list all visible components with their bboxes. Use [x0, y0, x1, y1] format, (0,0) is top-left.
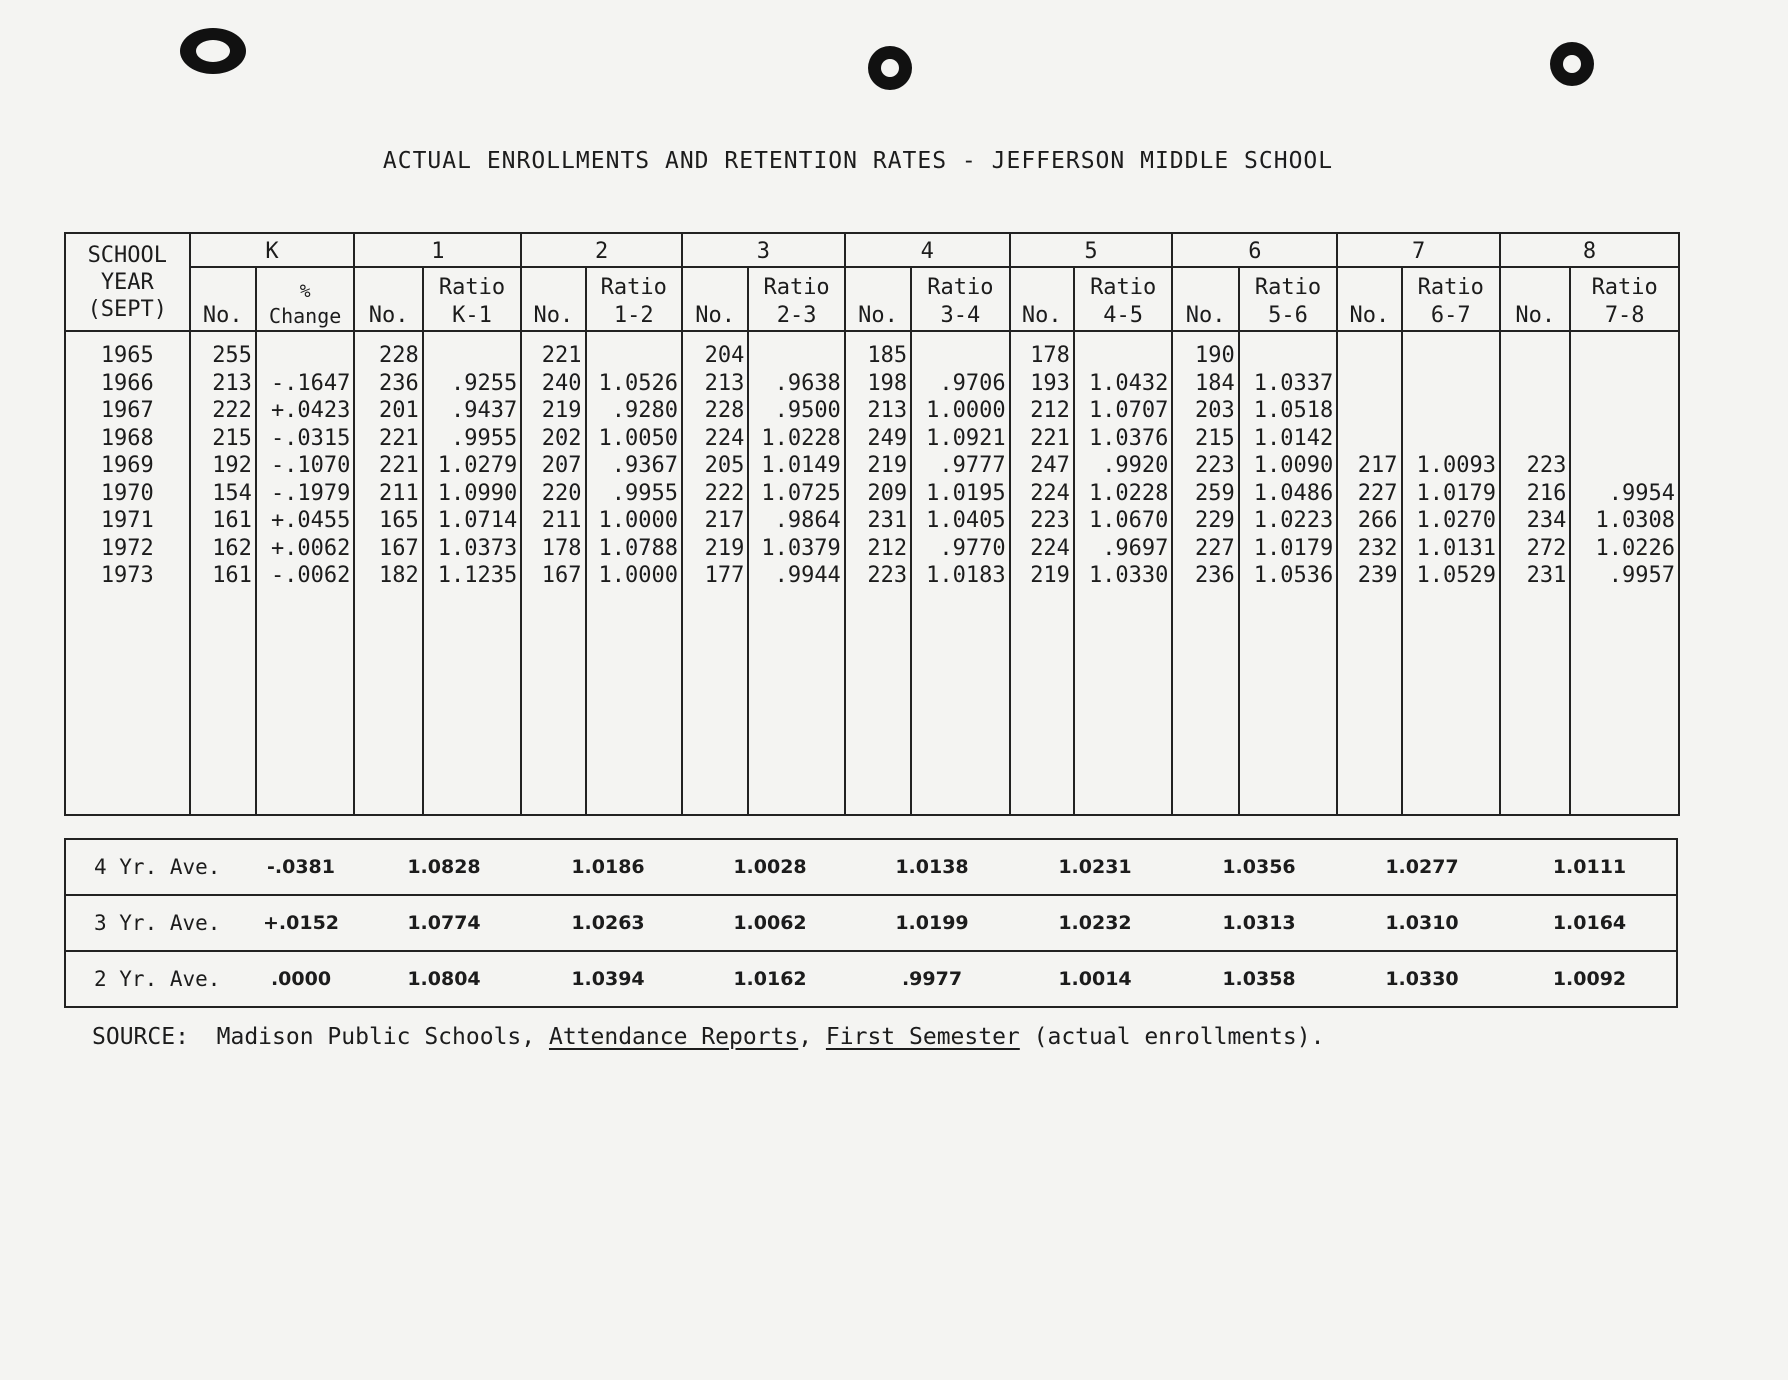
cell-g2-ratio: 1.0000: [598, 563, 679, 588]
cell-g6-ratio: 1.0179: [1253, 535, 1334, 561]
cell-g1-ratio: .9437: [451, 398, 518, 423]
cell-g4-no: 249: [867, 425, 908, 451]
cell-g7-no: [1338, 425, 1400, 453]
cell-g6-ratio: 1.0518: [1253, 398, 1334, 423]
average-label: 4 Yr. Ave.: [65, 839, 241, 895]
cell-g3-ratio: .9500: [774, 398, 841, 423]
grade-2-header: 2: [521, 233, 682, 267]
average-value: 1.0062: [689, 895, 851, 951]
cell-g3-ratio: .9944: [774, 563, 841, 588]
school-year-header: SCHOOL YEAR (SEPT): [65, 233, 190, 331]
g2-ratio-header: Ratio 1-2: [586, 267, 682, 331]
average-value: 1.0092: [1503, 951, 1677, 1007]
cell-g8-ratio: [1571, 452, 1678, 480]
g6-no-header: No.: [1172, 267, 1238, 331]
average-value: 1.0014: [1013, 951, 1177, 1007]
cell-g5-ratio: 1.0376: [1088, 425, 1169, 451]
g4-no-column: [845, 331, 911, 815]
average-value: -.0381: [241, 839, 361, 895]
cell-g1-no: 201: [379, 398, 419, 423]
grade-7-header: 7: [1337, 233, 1500, 267]
cell-g8-ratio: 1.0226: [1595, 535, 1675, 561]
cell-g5-no: 212: [1030, 398, 1070, 423]
average-value: +.0152: [241, 895, 361, 951]
cell-g6-no: 227: [1195, 535, 1235, 561]
g8-ratio-column: [1570, 331, 1679, 815]
cell-g2-no: 202: [541, 425, 582, 451]
cell-g7-ratio: 1.0529: [1416, 563, 1497, 588]
average-value: 1.0394: [527, 951, 689, 1007]
cell-g4-ratio: 1.0183: [926, 563, 1006, 588]
cell-g5-no: 221: [1030, 425, 1070, 451]
cell-k-no: 215: [212, 425, 252, 451]
g5-no-header: No.: [1010, 267, 1074, 331]
cell-g5-ratio: 1.0707: [1088, 398, 1169, 423]
average-value: 1.0186: [527, 839, 689, 895]
cell-k-change: [257, 342, 353, 370]
cell-g4-ratio: .9777: [939, 453, 1006, 478]
cell-k-no: 162: [212, 535, 252, 561]
cell-g1-ratio: .9255: [451, 370, 518, 396]
cell-k-change: +.0423: [270, 398, 351, 423]
punch-hole-left: [180, 28, 246, 74]
cell-g1-no: 182: [379, 563, 419, 588]
g1-no-header: No.: [354, 267, 422, 331]
cell-g5-no: 224: [1030, 480, 1070, 506]
g2-ratio-column: [586, 331, 682, 815]
cell-g2-ratio: 1.0050: [598, 425, 679, 451]
average-value: 1.0028: [689, 839, 851, 895]
cell-k-change: -.1979: [270, 480, 351, 506]
cell-g8-no: [1501, 425, 1569, 453]
cell-g8-no: 223: [1526, 453, 1567, 478]
cell-g5-no: 223: [1030, 508, 1070, 533]
cell-g1-no: 221: [379, 453, 419, 478]
cell-g7-ratio: [1403, 370, 1499, 398]
cell-g8-no: 234: [1526, 508, 1567, 533]
average-value: 1.0330: [1341, 951, 1503, 1007]
g2-no-header: No.: [521, 267, 585, 331]
cell-g5-no: 219: [1030, 563, 1070, 588]
average-value: 1.0231: [1013, 839, 1177, 895]
cell-g6-no: 184: [1195, 370, 1235, 396]
grade-1-header: 1: [354, 233, 521, 267]
cell-g2-no: 220: [541, 480, 582, 506]
k-change-column: [256, 331, 354, 815]
cell-g2-no: 178: [541, 535, 582, 561]
average-row: [65, 895, 1677, 951]
cell-g4-no: 212: [867, 535, 908, 561]
cell-g1-no: 236: [379, 370, 419, 396]
k-no-header: No.: [190, 267, 256, 331]
cell-g2-ratio: 1.0788: [598, 535, 679, 561]
cell-years: 1968: [100, 425, 154, 451]
cell-g3-no: 219: [704, 535, 745, 561]
cell-g8-ratio: .9954: [1608, 480, 1675, 506]
cell-g8-ratio: .9957: [1608, 563, 1675, 588]
cell-g7-ratio: 1.0179: [1416, 480, 1497, 506]
cell-g3-ratio: .9864: [774, 508, 841, 533]
cell-g5-no: 193: [1030, 370, 1070, 396]
cell-k-change: -.1647: [270, 370, 351, 396]
average-value: 1.0277: [1341, 839, 1503, 895]
average-label: 3 Yr. Ave.: [65, 895, 241, 951]
cell-years: 1967: [100, 398, 154, 423]
cell-g4-ratio: [912, 342, 1008, 370]
cell-g8-ratio: [1571, 397, 1678, 425]
cell-g1-ratio: 1.0279: [437, 453, 518, 478]
g8-no-header: No.: [1500, 267, 1570, 331]
g2-no-column: [521, 331, 585, 815]
cell-g6-ratio: 1.0223: [1253, 508, 1334, 533]
cell-g5-no: 224: [1030, 535, 1070, 561]
cell-g8-no: [1501, 397, 1569, 425]
average-row: [65, 839, 1677, 895]
cell-g6-no: 223: [1195, 453, 1235, 478]
g5-ratio-header: Ratio 4-5: [1074, 267, 1172, 331]
cell-g4-no: 213: [867, 398, 908, 423]
cell-g2-ratio: .9955: [611, 480, 679, 506]
average-value: 1.0356: [1177, 839, 1341, 895]
cell-g1-ratio: 1.0373: [437, 535, 518, 561]
k-no-column: [190, 331, 256, 815]
cell-g6-no: 215: [1195, 425, 1235, 451]
cell-years: 1972: [100, 535, 154, 561]
g1-ratio-header: Ratio K-1: [423, 267, 521, 331]
cell-g1-no: 167: [379, 535, 419, 561]
cell-g5-ratio: [1075, 342, 1171, 370]
cell-g7-no: 232: [1357, 535, 1398, 561]
cell-years: 1969: [100, 453, 154, 478]
cell-g1-no: 221: [379, 425, 419, 451]
cell-g5-ratio: 1.0432: [1088, 370, 1169, 396]
cell-g7-no: 239: [1357, 563, 1398, 588]
punch-hole-right: [1550, 42, 1594, 86]
g3-ratio-header: Ratio 2-3: [748, 267, 844, 331]
grade-8-header: 8: [1500, 233, 1679, 267]
cell-k-change: -.0315: [270, 425, 351, 451]
cell-g4-ratio: 1.0921: [926, 425, 1006, 451]
cell-years: 1971: [100, 508, 154, 533]
cell-g5-ratio: 1.0330: [1088, 563, 1169, 588]
average-value: 1.0828: [361, 839, 527, 895]
g3-no-column: [682, 331, 748, 815]
cell-g2-ratio: 1.0526: [598, 370, 679, 396]
average-value: .9977: [851, 951, 1013, 1007]
cell-g3-no: 224: [704, 425, 745, 451]
cell-g6-no: 190: [1195, 343, 1235, 368]
cell-g6-no: 236: [1195, 563, 1235, 588]
cell-g2-ratio: .9280: [611, 398, 679, 423]
cell-g4-ratio: .9706: [939, 370, 1006, 396]
cell-k-no: 255: [212, 343, 252, 368]
g7-no-header: No.: [1337, 267, 1401, 331]
cell-g3-ratio: 1.0379: [761, 535, 841, 561]
cell-g2-no: 211: [541, 508, 582, 533]
cell-g4-no: 209: [867, 480, 908, 506]
g4-no-header: No.: [845, 267, 911, 331]
cell-g6-ratio: 1.0142: [1253, 425, 1334, 451]
enrollment-table: [64, 232, 1680, 816]
g7-ratio-column: [1402, 331, 1500, 815]
cell-k-no: 154: [212, 480, 252, 506]
cell-k-no: 161: [212, 563, 252, 588]
cell-g7-ratio: 1.0093: [1416, 453, 1497, 478]
cell-g1-no: 228: [379, 343, 419, 368]
cell-g2-no: 240: [541, 370, 582, 396]
cell-g7-no: [1338, 342, 1400, 370]
cell-g4-ratio: 1.0195: [926, 480, 1006, 506]
first-semester-text: First Semester: [825, 1024, 1020, 1050]
average-value: 1.0358: [1177, 951, 1341, 1007]
cell-g8-no: [1501, 370, 1569, 398]
cell-g6-ratio: 1.0090: [1253, 453, 1334, 478]
cell-g7-no: 227: [1357, 480, 1398, 506]
cell-g7-ratio: 1.0270: [1416, 508, 1497, 533]
averages-table: [64, 838, 1678, 1008]
cell-g1-ratio: .9955: [451, 425, 518, 451]
cell-g3-no: 204: [704, 343, 745, 368]
cell-g1-ratio: 1.1235: [437, 563, 518, 588]
cell-k-change: +.0455: [270, 508, 351, 533]
cell-g4-no: 231: [867, 508, 908, 533]
cell-g7-ratio: [1403, 397, 1499, 425]
grade-4-header: 4: [845, 233, 1010, 267]
cell-g5-ratio: 1.0670: [1088, 508, 1169, 533]
cell-g8-ratio: [1571, 342, 1678, 370]
cell-g2-no: 221: [541, 343, 582, 368]
average-value: 1.0199: [851, 895, 1013, 951]
average-label: 2 Yr. Ave.: [65, 951, 241, 1007]
cell-years: 1966: [100, 370, 154, 396]
cell-g2-ratio: 1.0000: [598, 508, 679, 533]
average-value: 1.0164: [1503, 895, 1677, 951]
cell-g7-ratio: 1.0131: [1416, 535, 1497, 561]
average-value: 1.0774: [361, 895, 527, 951]
g8-no-column: [1500, 331, 1570, 815]
cell-g4-ratio: 1.0000: [926, 398, 1006, 423]
cell-g3-no: 177: [704, 563, 745, 588]
punch-hole-center: [868, 46, 912, 90]
cell-g1-ratio: 1.0990: [437, 480, 518, 506]
cell-g6-no: 203: [1195, 398, 1235, 423]
cell-g6-ratio: 1.0337: [1253, 370, 1334, 396]
cell-g7-no: 266: [1357, 508, 1398, 533]
cell-g4-no: 223: [867, 563, 908, 588]
g7-ratio-header: Ratio 6-7: [1402, 267, 1500, 331]
cell-g2-no: 219: [541, 398, 582, 423]
cell-g8-no: 272: [1526, 535, 1567, 561]
cell-g5-no: 178: [1030, 343, 1070, 368]
g1-ratio-column: [423, 331, 521, 815]
g8-ratio-header: Ratio 7-8: [1570, 267, 1679, 331]
g7-no-column: [1337, 331, 1401, 815]
cell-g8-ratio: [1571, 370, 1678, 398]
cell-g2-ratio: .9367: [611, 453, 679, 478]
cell-years: 1973: [100, 563, 154, 588]
cell-g7-no: [1338, 370, 1400, 398]
grade-5-header: 5: [1010, 233, 1173, 267]
grade-3-header: 3: [682, 233, 845, 267]
cell-g8-no: 231: [1526, 563, 1567, 588]
cell-g4-no: 185: [867, 343, 908, 368]
cell-g4-ratio: 1.0405: [926, 508, 1006, 533]
cell-g2-ratio: [587, 342, 681, 370]
grade-k-header: K: [190, 233, 355, 267]
cell-g5-ratio: 1.0228: [1088, 480, 1169, 506]
cell-g1-ratio: [424, 342, 520, 370]
cell-g6-no: 229: [1195, 508, 1235, 533]
g6-ratio-column: [1239, 331, 1337, 815]
average-value: 1.0162: [689, 951, 851, 1007]
cell-k-no: 192: [212, 453, 252, 478]
average-value: 1.0263: [527, 895, 689, 951]
source-note: SOURCE: Madison Public Schools, Attendance Reports, First Semester (actual enrollments).: [92, 1024, 1325, 1050]
cell-years: 1970: [100, 480, 154, 506]
cell-k-no: 213: [212, 370, 252, 396]
cell-g5-no: 247: [1030, 453, 1070, 478]
g5-no-column: [1010, 331, 1074, 815]
g4-ratio-header: Ratio 3-4: [911, 267, 1009, 331]
cell-g4-no: 219: [867, 453, 908, 478]
cell-g1-ratio: 1.0714: [437, 508, 518, 533]
average-value: 1.0310: [1341, 895, 1503, 951]
average-value: 1.0804: [361, 951, 527, 1007]
g1-no-column: [354, 331, 422, 815]
cell-g2-no: 167: [541, 563, 582, 588]
g6-ratio-header: Ratio 5-6: [1239, 267, 1337, 331]
cell-g3-no: 228: [704, 398, 745, 423]
cell-g7-no: [1338, 397, 1400, 425]
cell-g7-ratio: [1403, 425, 1499, 453]
cell-g3-no: 217: [704, 508, 745, 533]
cell-k-change: -.1070: [270, 453, 351, 478]
cell-g6-no: 259: [1195, 480, 1235, 506]
g6-no-column: [1172, 331, 1238, 815]
cell-g8-ratio: 1.0308: [1595, 508, 1675, 533]
cell-g3-no: 222: [704, 480, 745, 506]
cell-years: 1965: [100, 343, 154, 368]
average-value: 1.0111: [1503, 839, 1677, 895]
cell-k-change: +.0062: [270, 535, 351, 561]
cell-g8-ratio: [1571, 425, 1678, 453]
year-column: [65, 331, 190, 815]
cell-g3-ratio: .9638: [774, 370, 841, 396]
cell-g8-no: 216: [1526, 480, 1567, 506]
average-row: [65, 951, 1677, 1007]
cell-k-no: 222: [212, 398, 252, 423]
k-change-header: % Change: [256, 267, 354, 331]
cell-g6-ratio: [1240, 342, 1336, 370]
average-value: 1.0232: [1013, 895, 1177, 951]
cell-g1-no: 165: [379, 508, 419, 533]
cell-g8-no: [1501, 342, 1569, 370]
cell-g3-no: 213: [704, 370, 745, 396]
cell-g6-ratio: 1.0536: [1253, 563, 1334, 588]
cell-g7-ratio: [1403, 342, 1499, 370]
grade-6-header: 6: [1172, 233, 1337, 267]
cell-g6-ratio: 1.0486: [1253, 480, 1334, 506]
cell-g7-no: 217: [1357, 453, 1398, 478]
cell-g5-ratio: .9697: [1102, 535, 1169, 561]
cell-g3-ratio: 1.0725: [761, 480, 841, 506]
cell-g3-no: 205: [704, 453, 745, 478]
cell-g4-ratio: .9770: [939, 535, 1006, 561]
average-value: .0000: [241, 951, 361, 1007]
cell-g3-ratio: [749, 342, 843, 370]
cell-k-no: 161: [212, 508, 252, 533]
cell-g5-ratio: .9920: [1102, 453, 1169, 478]
g5-ratio-column: [1074, 331, 1172, 815]
average-value: 1.0313: [1177, 895, 1341, 951]
attendance-reports-text: Attendance Reports: [548, 1024, 799, 1050]
cell-g4-no: 198: [867, 370, 908, 396]
cell-g2-no: 207: [541, 453, 582, 478]
cell-g3-ratio: 1.0149: [761, 453, 841, 478]
average-value: 1.0138: [851, 839, 1013, 895]
cell-g1-no: 211: [379, 480, 419, 506]
cell-g3-ratio: 1.0228: [761, 425, 841, 451]
g3-ratio-column: [748, 331, 844, 815]
g4-ratio-column: [911, 331, 1009, 815]
g3-no-header: No.: [682, 267, 748, 331]
page-title: ACTUAL ENROLLMENTS AND RETENTION RATES - JEFFERSON MIDDLE SCHOOL: [382, 148, 1334, 174]
cell-k-change: -.0062: [270, 563, 351, 588]
